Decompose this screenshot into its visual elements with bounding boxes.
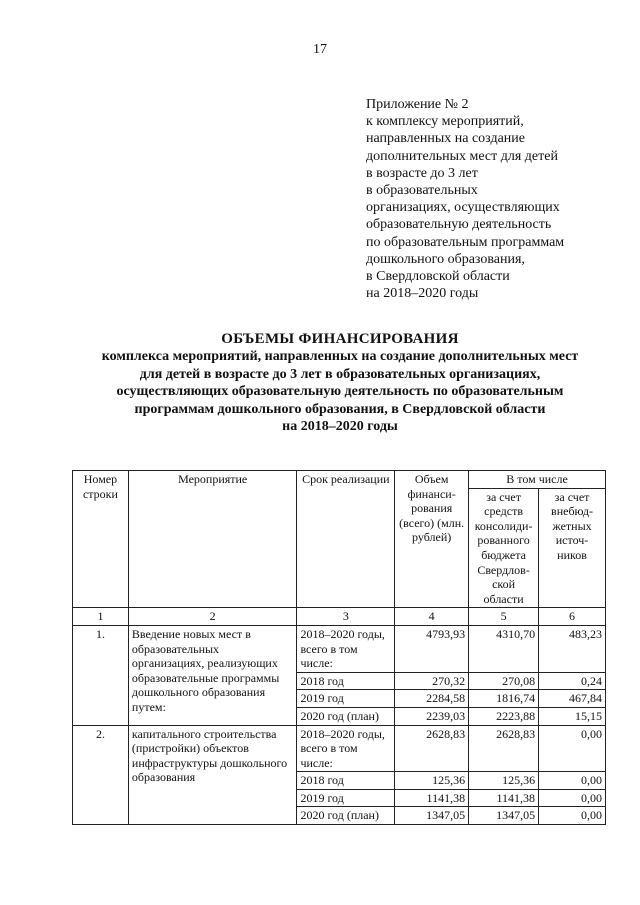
period-cell: 2018 год [297, 772, 395, 790]
appendix-line: в Свердловской области [366, 269, 510, 285]
title-sub-line: программам дошкольного образования, в Свердловской области [134, 401, 546, 417]
row-number: 1. [73, 625, 129, 725]
regional-cell: 2223,88 [469, 707, 539, 725]
total-cell: 2239,03 [395, 707, 469, 725]
period-cell: 2018 год [297, 672, 395, 690]
period-cell: 2018–2020 годы, всего в том числе: [297, 725, 395, 772]
table-row [73, 725, 606, 772]
regional-cell: 4310,70 [469, 625, 539, 672]
extra-cell: 0,00 [539, 807, 606, 825]
appendix-line: дошкольного образования, [366, 251, 525, 267]
appendix-line: по образовательным программам [366, 234, 565, 250]
document-title [40, 331, 640, 435]
title-main: ОБЪЕМЫ ФИНАНСИРОВАНИЯ [221, 331, 459, 347]
total-cell: 2284,58 [395, 690, 469, 708]
extra-cell: 467,84 [539, 690, 606, 708]
appendix-note [366, 96, 626, 302]
page-number: 17 [313, 42, 327, 57]
column-number: 2 [128, 608, 297, 626]
total-cell: 1141,38 [395, 789, 469, 807]
period-cell: 2020 год (план) [297, 707, 395, 725]
extra-cell: 0,00 [539, 772, 606, 790]
regional-cell: 2628,83 [469, 725, 539, 772]
title-sub-line: комплекса мероприятий, направленных на создание дополнительных мест [101, 349, 579, 365]
header-regional: за счет средств консолиди-рованного бюджета Свердлов-ской области [469, 488, 539, 608]
row-number: 2. [73, 725, 129, 825]
financing-table [72, 470, 606, 825]
header-period: Срок реализации [297, 471, 395, 608]
header-extra: за счет внебюд-жетных источ-ников [539, 488, 606, 608]
total-cell: 270,32 [395, 672, 469, 690]
total-cell: 2628,83 [395, 725, 469, 772]
regional-cell: 270,08 [469, 672, 539, 690]
column-number: 6 [539, 608, 606, 626]
appendix-line: образовательную деятельность [366, 217, 552, 233]
extra-cell: 0,00 [539, 725, 606, 772]
extra-cell: 483,23 [539, 625, 606, 672]
appendix-line: к комплексу мероприятий, [366, 114, 524, 130]
header-including: В том числе [469, 471, 606, 489]
extra-cell: 0,24 [539, 672, 606, 690]
column-number: 3 [297, 608, 395, 626]
appendix-line: на 2018–2020 годы [366, 286, 479, 302]
total-cell: 1347,05 [395, 807, 469, 825]
regional-cell: 1141,38 [469, 789, 539, 807]
extra-cell: 0,00 [539, 789, 606, 807]
table-row [73, 625, 606, 672]
total-cell: 125,36 [395, 772, 469, 790]
appendix-line: направленных на создание [366, 131, 525, 147]
column-number: 1 [73, 608, 129, 626]
header-activity: Мероприятие [128, 471, 297, 608]
title-sub-line: для детей в возрасте до 3 лет в образовательных организациях, [139, 366, 541, 382]
appendix-line: организациях, осуществляющих [366, 200, 560, 216]
header-row-number: Номер строки [73, 471, 129, 608]
title-sub-line: на 2018–2020 годы [282, 419, 398, 435]
activity-text: капитального строительства (пристройки) объектов инфраструктуры дошкольного образования [128, 725, 297, 825]
activity-text: Введение новых мест в образовательных организациях, реализующих образовательные программы дошкольного образования путем: [128, 625, 297, 725]
regional-cell: 1347,05 [469, 807, 539, 825]
regional-cell: 125,36 [469, 772, 539, 790]
header-volume: Объем финанси-рования (всего) (млн. рублей) [395, 471, 469, 608]
appendix-line: Приложение № 2 [366, 97, 469, 112]
appendix-line: дополнительных мест для детей [366, 148, 558, 164]
extra-cell: 15,15 [539, 707, 606, 725]
appendix-line: в образовательных [366, 183, 478, 199]
column-number: 5 [469, 608, 539, 626]
title-sub-line: осуществляющих образовательную деятельность по образовательным [116, 384, 564, 400]
period-cell: 2020 год (план) [297, 807, 395, 825]
period-cell: 2019 год [297, 690, 395, 708]
period-cell: 2019 год [297, 789, 395, 807]
appendix-line: в возрасте до 3 лет [366, 165, 478, 181]
column-number: 4 [395, 608, 469, 626]
regional-cell: 1816,74 [469, 690, 539, 708]
period-cell: 2018–2020 годы, всего в том числе: [297, 625, 395, 672]
total-cell: 4793,93 [395, 625, 469, 672]
